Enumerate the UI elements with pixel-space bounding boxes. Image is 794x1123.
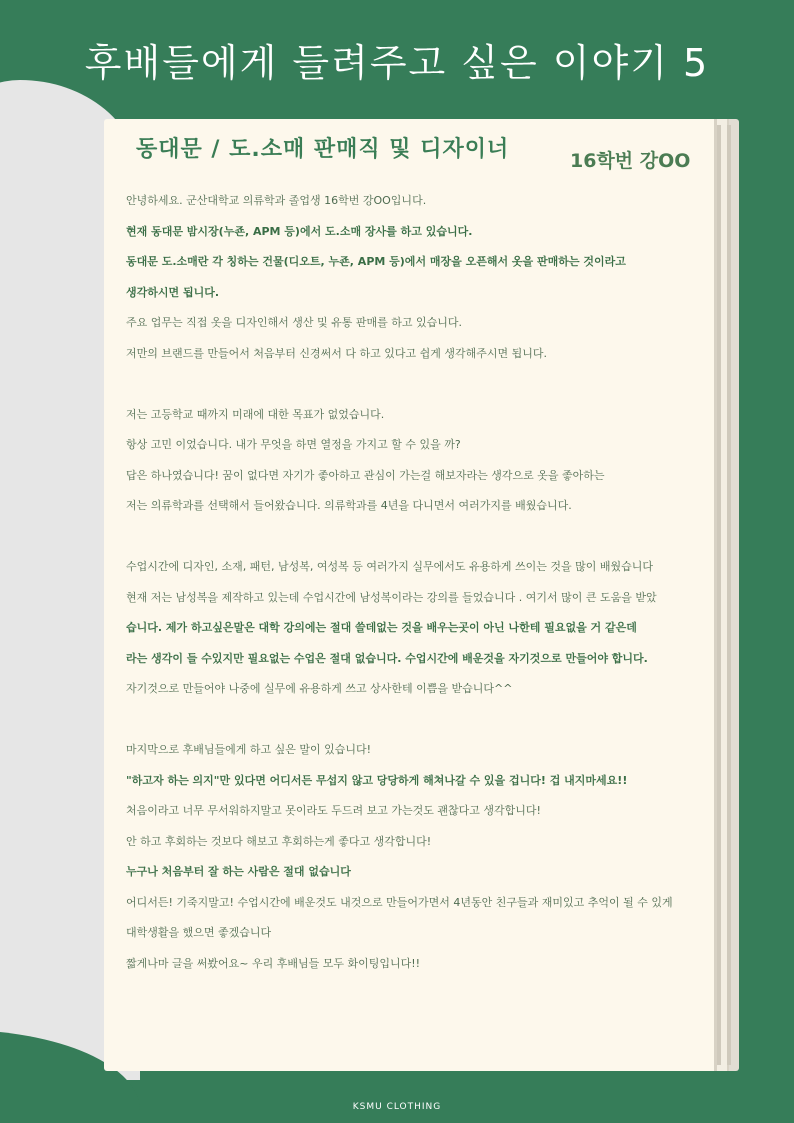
text-line: 라는 생각이 들 수있지만 필요없는 수업은 절대 없습니다. 수업시간에 배운것을 자기것으로 만들어야 합니다. xyxy=(126,651,648,665)
main-title: 후배들에게 들려주고 싶은 이야기 5 xyxy=(84,41,710,85)
paper-edge-line xyxy=(717,125,721,1065)
text-line: 대학생활을 했으면 좋겠습니다 xyxy=(126,926,272,939)
text-line: 저는 고등학교 때까지 미래에 대한 목표가 없었습니다. xyxy=(126,407,385,421)
text-line: 저는 의류학과를 선택해서 들어왔습니다. 의류학과를 4년을 다니면서 여러가지를 배웠습니다. xyxy=(126,499,572,512)
text-line: 현재 저는 남성복을 제작하고 있는데 수업시간에 남성복이라는 강의를 들었습니다 . 여기서 많이 큰 도움을 받았 xyxy=(126,590,657,604)
text-line: 답은 하나였습니다! 꿈이 없다면 자기가 좋아하고 관심이 가는걸 해보자라는 생각으로 옷을 좋아하는 xyxy=(126,468,605,482)
text-line: 안녕하세요. 군산대학교 의류학과 졸업생 16학번 강OO입니다. xyxy=(126,194,427,207)
paragraph-gap xyxy=(126,369,716,400)
text-line: 생각하시면 됩니다. xyxy=(126,285,220,299)
paragraph-gap xyxy=(126,705,716,736)
text-line: 자기것으로 만들어야 나중에 실무에 유용하게 쓰고 상사한테 이쁨을 받습니다^^ xyxy=(126,682,513,695)
text-line: "하고자 하는 의지"만 있다면 어디서든 무섭지 않고 당당하게 해쳐나갈 수 있을 겁니다! 겁 내지마세요!! xyxy=(126,773,628,787)
letter-body xyxy=(126,186,716,979)
footer-brand: KSMU CLOTHING xyxy=(352,1102,442,1112)
text-line: 현재 동대문 밤시장(누죤, APM 등)에서 도.소매 장사를 하고 있습니다. xyxy=(126,224,473,238)
text-line: 짧게나마 글을 써봤어요~ 우리 후배님들 모두 화이팅입니다!! xyxy=(126,956,421,970)
paragraph-gap xyxy=(126,522,716,553)
author-name: 16학번 강OO xyxy=(570,150,691,172)
text-line: 주요 업무는 직접 옷을 디자인해서 생산 및 유통 판매를 하고 있습니다. xyxy=(126,316,462,329)
text-line: 마지막으로 후배님들에게 하고 싶은 말이 있습니다! xyxy=(126,743,372,756)
text-line: 항상 고민 이었습니다. 내가 무엇을 하면 열정을 가지고 할 수 있을 까? xyxy=(126,438,461,451)
text-line: 처음이라고 너무 무서워하지말고 못이라도 두드려 보고 가는것도 괜찮다고 생각합니다! xyxy=(126,804,541,817)
text-line: 저만의 브랜드를 만들어서 처음부터 신경써서 다 하고 있다고 쉽게 생각해주시면 됩니다. xyxy=(126,346,547,360)
text-line: 수업시간에 디자인, 소재, 패턴, 남성복, 여성복 등 여러가지 실무에서도 유용하게 쓰이는 것을 많이 배웠습니다 xyxy=(126,560,653,573)
text-line: 누구나 처음부터 잘 하는 사람은 절대 없습니다 xyxy=(126,865,351,878)
text-line: 어디서든! 기죽지말고! 수업시간에 배운것도 내것으로 만들어가면서 4년동안 친구들과 재미있고 추억이 될 수 있게 xyxy=(126,895,673,909)
text-line: 동대문 도.소매란 각 칭하는 건물(디오트, 누죤, APM 등)에서 매장을 오픈해서 옷을 판매하는 것이라고 xyxy=(126,255,626,268)
text-line: 안 하고 후회하는 것보다 해보고 후회하는게 좋다고 생각합니다! xyxy=(126,834,432,848)
paper-edge-line xyxy=(727,125,731,1065)
text-line: 습니다. 제가 하고싶은말은 대학 강의에는 절대 쓸데없는 것을 배우는곳이 아닌 나한테 필요없을 거 같은데 xyxy=(126,621,637,634)
job-title: 동대문 / 도.소매 판매직 및 디자이너 xyxy=(136,137,510,162)
